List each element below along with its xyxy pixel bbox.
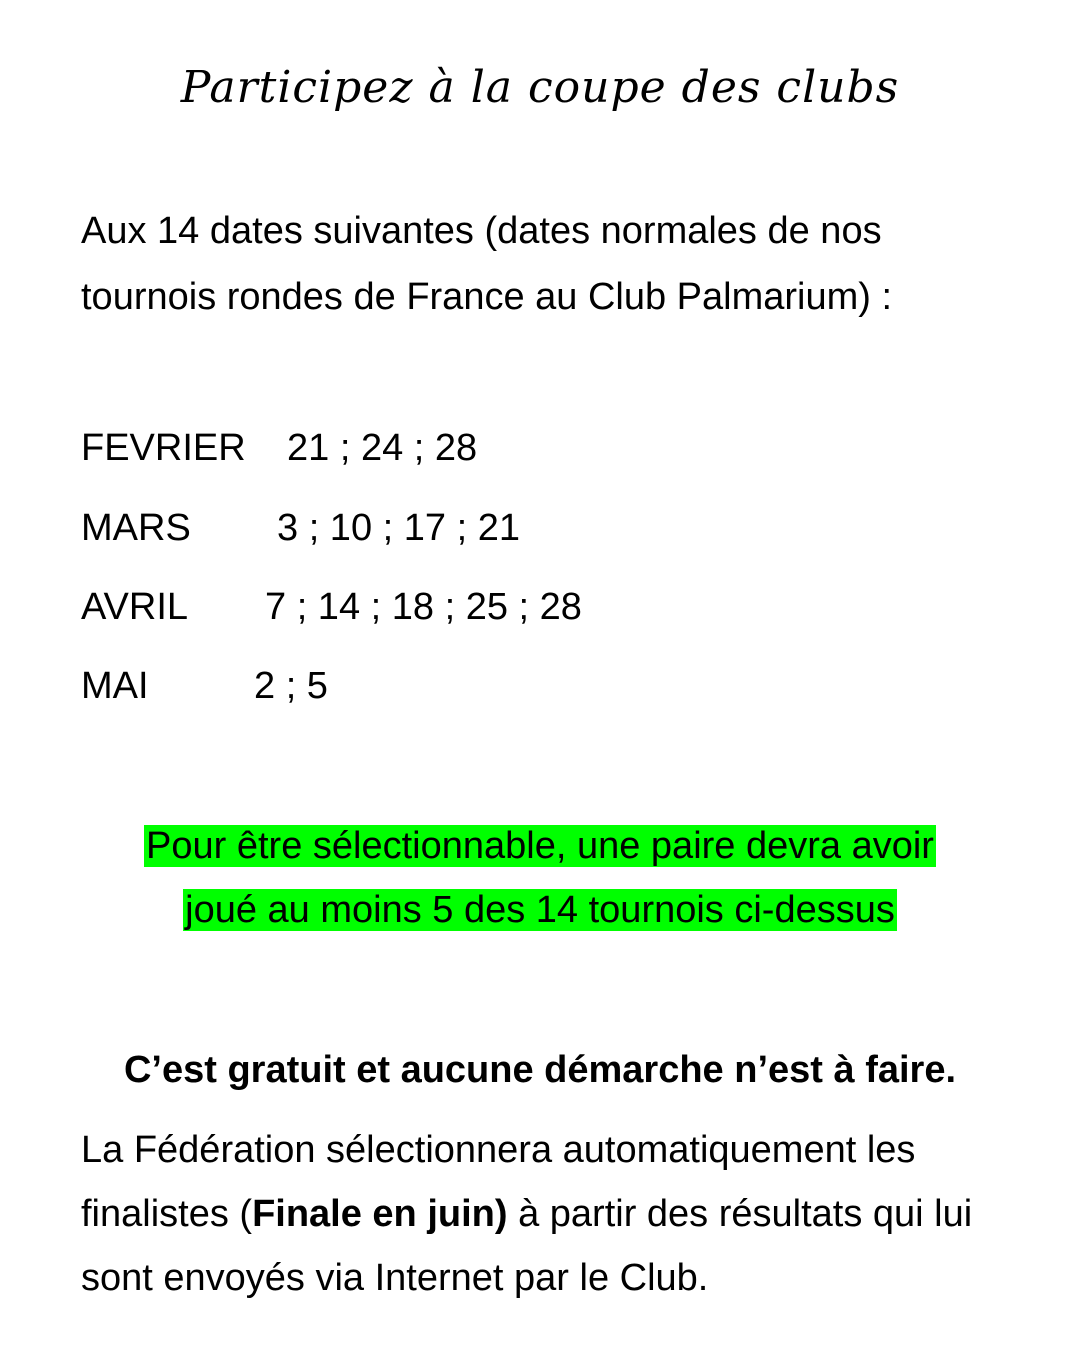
days-list: 7 ; 14 ; 18 ; 25 ; 28 — [265, 586, 582, 628]
schedule-row-avril — [81, 577, 781, 637]
month-label: FEVRIER — [81, 427, 246, 469]
days-list: 2 ; 5 — [254, 665, 328, 707]
free-notice: C’est gratuit et aucune démarche n’est à faire. — [123, 1049, 957, 1091]
schedule-row-mars — [81, 498, 781, 558]
schedule-row-fevrier — [81, 418, 781, 478]
page-title: Participez à la coupe des clubs — [180, 62, 900, 113]
schedule-row-mai — [81, 656, 781, 716]
days-list: 21 ; 24 ; 28 — [287, 427, 478, 469]
month-label: MARS — [81, 507, 191, 549]
finale-date-bold: Finale en juin) — [252, 1193, 508, 1235]
highlighted-line-1: Pour être sélectionnable, une paire devra avoir — [146, 825, 934, 867]
month-label: AVRIL — [81, 586, 189, 628]
eligibility-condition — [0, 814, 1080, 942]
federation-paragraph — [81, 1118, 1011, 1310]
federation-text-part2: à partir des résultats qui lui sont envoyés via Internet par le Club. — [81, 1193, 973, 1299]
days-list: 3 ; 10 ; 17 ; 21 — [277, 507, 520, 549]
federation-text-part1: La Fédération sélectionnera automatiquement les finalistes ( — [81, 1129, 916, 1235]
month-label: MAI — [81, 665, 149, 707]
intro-paragraph: Aux 14 dates suivantes (dates normales de nos tournois rondes de France au Club Palmarium) : — [81, 210, 893, 318]
highlighted-line-2: joué au moins 5 des 14 tournois ci-dessus — [185, 889, 895, 931]
